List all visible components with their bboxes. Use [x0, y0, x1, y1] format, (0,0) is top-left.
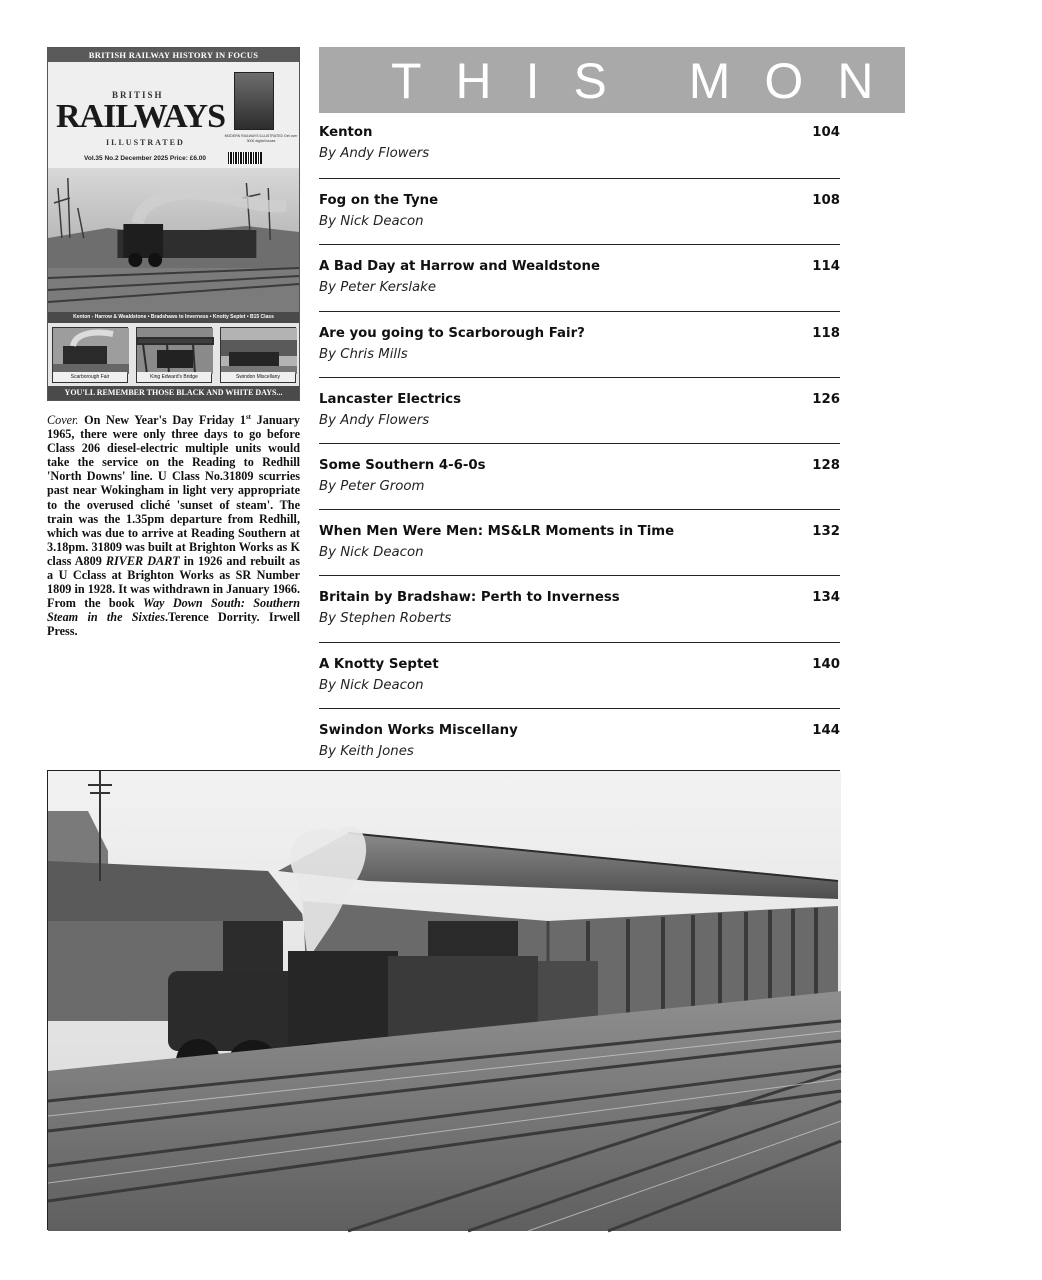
entry-page-number: 144 [812, 722, 840, 738]
this-month-banner [319, 47, 1042, 113]
cover-barcode [228, 152, 262, 164]
contents-entry[interactable] [319, 444, 840, 510]
cover-thumb-3 [220, 327, 296, 383]
caption-loco-name: RIVER DART [105, 553, 180, 568]
contents-entry[interactable] [319, 245, 840, 311]
main-photo [47, 770, 840, 1230]
cover-thumb-1 [52, 327, 128, 383]
contents-entry[interactable] [319, 510, 840, 576]
entry-title: A Bad Day at Harrow and Wealdstone [319, 259, 601, 275]
entry-author: By Peter Kerslake [319, 280, 437, 296]
entry-title: Some Southern 4-6-0s [319, 457, 486, 473]
cover-logo-small: BRITISH [112, 90, 164, 100]
magazine-cover [47, 47, 300, 401]
cover-bottom-banner: YOU'LL REMEMBER THOSE BLACK AND WHITE DAYS... [48, 386, 299, 400]
cover-thumb-2 [136, 327, 212, 383]
contents-entry[interactable] [319, 113, 840, 179]
entry-author: By Nick Deacon [319, 677, 424, 693]
this-month-title: THIS MONTH [391, 53, 1042, 109]
entry-page-number: 126 [812, 391, 840, 407]
caption-book-title: Way Down South: Southern Steam in the Sixties [47, 596, 301, 625]
cover-photo [48, 168, 299, 312]
entry-author: By Andy Flowers [319, 146, 430, 161]
cover-logo [56, 82, 226, 152]
entry-title: Fog on the Tyne [319, 193, 439, 209]
entry-author: By Peter Groom [319, 478, 425, 494]
entry-title: Are you going to Scarborough Fair? [319, 325, 585, 341]
cover-issue-line: Vol.35 No.2 December 2025 Price: £6.00 [84, 155, 207, 162]
cover-side-magazine-image [234, 72, 274, 130]
cover-article-strip: Kenton - Harrow & Wealdstone • Bradshaws to Inverness • Knotty Septet • B15 Class [48, 312, 299, 323]
entry-page-number: 114 [812, 259, 840, 275]
main-photo-image [48, 771, 841, 1231]
entry-title: Swindon Works Miscellany [319, 722, 518, 738]
entry-page-number: 104 [812, 125, 840, 140]
cover-masthead [48, 62, 299, 168]
entry-title: When Men Were Men: MS&LR Moments in Time [319, 524, 675, 540]
caption-part-4: .Terence Dorrity. Irwell Press. [47, 610, 300, 639]
entry-title: A Knotty Septet [319, 656, 439, 672]
cover-side-text: MODERN RAILWAYS ILLUSTRATED Get over 3000 digital issues [224, 134, 298, 143]
contents-entry[interactable] [319, 179, 840, 245]
contents-entry[interactable] [319, 378, 840, 444]
entry-author: By Nick Deacon [319, 214, 424, 230]
caption-lead: Cover. [47, 413, 79, 427]
cover-thumb-2-image [137, 328, 213, 374]
caption-part-1: On New Year's Day Friday 1 [78, 413, 246, 427]
entry-title: Britain by Bradshaw: Perth to Inverness [319, 590, 620, 606]
caption-part-2: January 1965, there were only three days to go before Class 206 diesel-electric multiple units would take the service on the Reading to Redhill 'North Downs' line. U Class No.31809 scurries past near Wokingham in light very appropriate to the overused cliché 'sunset of steam'. The train was the 1.35pm departure from Redhill, which was due to arrive at Reading Southern at 3.18pm. 31809 was built at Brighton Works as K class A809 [47, 413, 300, 568]
entry-title: Lancaster Electrics [319, 391, 462, 407]
cover-thumb-3-image [221, 328, 297, 374]
cover-top-banner: BRITISH RAILWAY HISTORY IN FOCUS [48, 48, 299, 62]
cover-logo-main: RAILWAYS [56, 98, 226, 135]
cover-caption [47, 413, 300, 639]
entry-author: By Chris Mills [319, 346, 408, 362]
entry-page-number: 132 [812, 524, 840, 540]
entry-title: Kenton [319, 125, 373, 140]
cover-thumb-1-caption: Scarborough Fair [53, 372, 127, 382]
cover-thumbnails [48, 323, 299, 387]
entry-author: By Stephen Roberts [319, 611, 452, 627]
entry-page-number: 108 [812, 193, 840, 209]
contents-entry[interactable] [319, 709, 840, 775]
contents-entry[interactable] [319, 312, 840, 378]
cover-logo-sub: ILLUSTRATED [106, 138, 185, 147]
contents-entry[interactable] [319, 643, 840, 709]
cover-thumb-2-caption: King Edward's Bridge [137, 372, 211, 382]
cover-thumb-1-image [53, 328, 129, 374]
contents-list [319, 113, 840, 775]
cover-thumb-3-caption: Swindon Miscellany [221, 372, 295, 382]
entry-author: By Andy Flowers [319, 412, 430, 428]
entry-page-number: 118 [812, 325, 840, 341]
entry-page-number: 140 [812, 656, 840, 672]
entry-page-number: 134 [812, 590, 840, 606]
entry-author: By Keith Jones [319, 743, 414, 759]
entry-author: By Nick Deacon [319, 545, 424, 561]
entry-page-number: 128 [812, 457, 840, 473]
caption-superscript: st [245, 412, 252, 421]
caption-part-3: in 1926 and rebuilt as a U Cclass at Brighton Works as SR Number 1809 in 1928. It was withdrawn in January 1966. From the book [47, 553, 300, 611]
contents-entry[interactable] [319, 576, 840, 642]
